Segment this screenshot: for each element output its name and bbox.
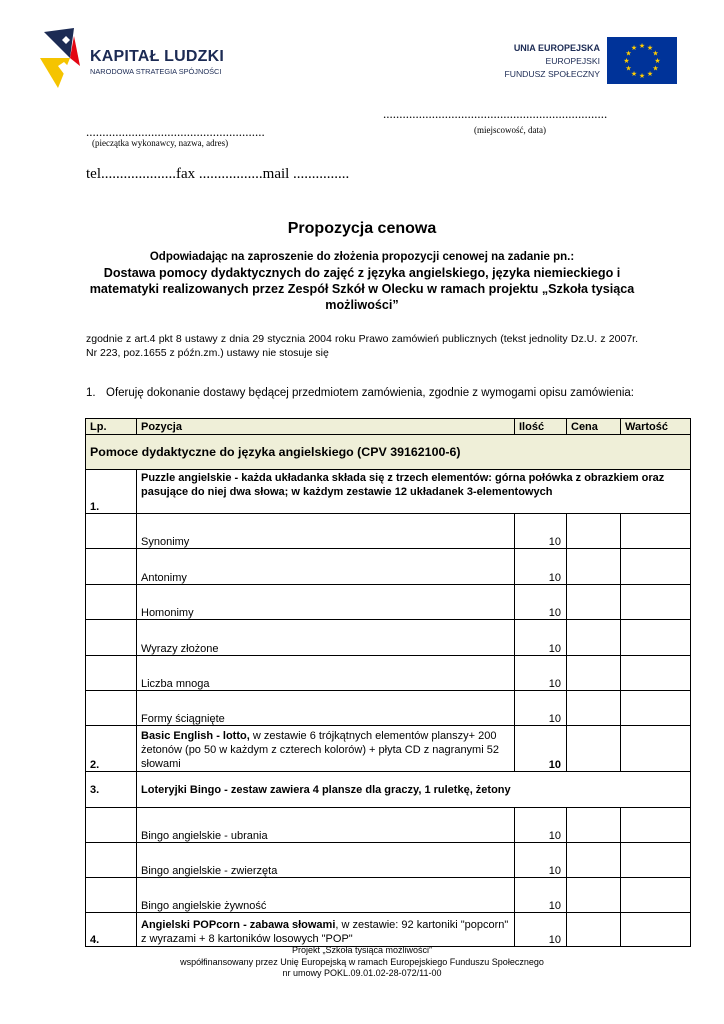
place-date-label: (miejscowość, data)	[474, 125, 546, 135]
item-description-rest: w zestawie 6 trójkątnych elementów planszy+ 200 żetonów (po 50 w każdym z czterech kolorów) + płyta CD z nagranymi 52 słowami	[141, 730, 499, 770]
item-lp	[86, 585, 137, 620]
item-lp	[86, 808, 137, 843]
item-price[interactable]	[567, 691, 621, 726]
stamp-label: (pieczątka wykonawcy, nazwa, adres)	[92, 138, 229, 148]
logo-subtitle: NARODOWA STRATEGIA SPÓJNOŚCI	[90, 67, 222, 76]
item-price[interactable]	[567, 656, 621, 691]
item-lp	[86, 878, 137, 913]
item-value[interactable]	[621, 843, 691, 878]
item-qty: 10	[515, 808, 567, 843]
item-lp	[86, 514, 137, 549]
item-value[interactable]	[621, 691, 691, 726]
stamp-dots: .......................................................	[86, 124, 265, 139]
item-price[interactable]	[567, 726, 621, 772]
item-price[interactable]	[567, 843, 621, 878]
item-qty: 10	[515, 514, 567, 549]
item-description	[137, 726, 515, 772]
item-lp: 1.	[86, 470, 137, 514]
item-qty: 10	[515, 549, 567, 585]
header-cena: Cena	[567, 419, 621, 435]
table-row	[86, 549, 691, 585]
legal-basis: zgodnie z art.4 pkt 8 ustawy z dnia 29 stycznia 2004 roku Prawo zamówień publicznych (tekst jednolity Dz.U. z 2007r. Nr 223, poz.1655 z późn.zm.) ustawy nie stosuje się	[86, 333, 638, 359]
item-lp	[86, 691, 137, 726]
item-value[interactable]	[621, 726, 691, 772]
header-pozycja: Pozycja	[137, 419, 515, 435]
item-description-bold: Basic English - lotto,	[141, 730, 250, 742]
svg-text:★: ★	[630, 70, 638, 78]
item-description: Puzzle angielskie - każda układanka składa się z trzech elementów: górna połówka z obrazkiem oraz pasujące do niej dwa słowa; w każdym zestawie 12 układanek 3-elementowych	[137, 470, 691, 514]
eu-logo-text	[470, 42, 600, 81]
table-row	[86, 656, 691, 691]
svg-text:★: ★	[623, 57, 630, 65]
svg-text:★: ★	[630, 44, 638, 52]
item-name: Synonimy	[137, 514, 515, 549]
table-row	[86, 726, 691, 772]
table-row	[86, 470, 691, 514]
item-value[interactable]	[621, 514, 691, 549]
svg-text:★: ★	[652, 49, 659, 58]
item-value[interactable]	[621, 620, 691, 656]
eu-flag-icon	[607, 37, 677, 84]
table-row	[86, 878, 691, 913]
item-lp: 3.	[86, 772, 137, 808]
item-lp: 4.	[86, 913, 137, 947]
svg-text:★: ★	[646, 44, 654, 52]
table-row	[86, 772, 691, 808]
table-row	[86, 808, 691, 843]
footer-line-2: współfinansowany przez Unię Europejską w ramach Europejskiego Funduszu Społecznego	[180, 956, 544, 967]
table-row	[86, 691, 691, 726]
item-name: Bingo angielskie - zwierzęta	[137, 843, 515, 878]
eu-line-3: FUNDUSZ SPOŁECZNY	[504, 69, 600, 79]
item-lp: 2.	[86, 726, 137, 772]
contact-line: tel....................fax .................mail ...............	[86, 166, 350, 182]
item-qty: 10	[515, 843, 567, 878]
table-row	[86, 843, 691, 878]
logo-title: KAPITAŁ LUDZKI	[90, 48, 225, 65]
item-price[interactable]	[567, 878, 621, 913]
section-title: Pomoce dydaktyczne do języka angielskiego (CPV 39162100-6)	[86, 435, 691, 470]
item-price[interactable]	[567, 585, 621, 620]
item-name: Bingo angielskie żywność	[137, 878, 515, 913]
item-lp	[86, 843, 137, 878]
item-value[interactable]	[621, 808, 691, 843]
item-lp	[86, 656, 137, 691]
subject-text: Dostawa pomocy dydaktycznych do zajęć z języka angielskiego, języka niemieckiego i matematyki realizowanych przez Zespół Szkół w Olecku w ramach projektu „Szkoła tysiąca możliwości”	[89, 266, 635, 312]
header-lp: Lp.	[86, 419, 137, 435]
item-price[interactable]	[567, 808, 621, 843]
svg-text:★: ★	[652, 64, 659, 73]
item-qty: 10	[515, 656, 567, 691]
header-wartosc: Wartość	[621, 419, 691, 435]
item-name: Antonimy	[137, 549, 515, 585]
point-1	[86, 386, 638, 401]
item-description-bold: Angielski POPcorn - zabawa słowami	[141, 919, 336, 931]
section-row	[86, 435, 691, 470]
item-value[interactable]	[621, 656, 691, 691]
intro-text: Odpowiadając na zaproszenie do złożenia propozycji cenowej na zadanie pn.:	[149, 251, 575, 263]
item-description	[137, 913, 515, 947]
item-qty: 10	[515, 585, 567, 620]
price-table	[85, 418, 691, 947]
item-price[interactable]	[567, 514, 621, 549]
item-qty: 10	[515, 878, 567, 913]
item-value[interactable]	[621, 549, 691, 585]
svg-text:★: ★	[638, 72, 646, 80]
svg-text:★: ★	[625, 64, 632, 73]
item-lp	[86, 620, 137, 656]
item-value[interactable]	[621, 913, 691, 947]
table-row	[86, 585, 691, 620]
place-date-dots: .....................................................................	[383, 106, 608, 121]
document-title: Propozycja cenowa	[287, 220, 437, 237]
footer-line-3: nr umowy POKL.09.01.02-28-072/11-00	[282, 968, 442, 978]
svg-text:★: ★	[654, 57, 661, 65]
point-1-text: Oferuję dokonanie dostawy będącej przedmiotem zamówienia, zgodnie z wymogami opisu zamówienia:	[106, 387, 634, 399]
table-header-row	[86, 419, 691, 435]
table-row	[86, 913, 691, 947]
item-name: Bingo angielskie - ubrania	[137, 808, 515, 843]
item-price[interactable]	[567, 549, 621, 585]
item-value[interactable]	[621, 585, 691, 620]
item-lp	[86, 549, 137, 585]
table-row	[86, 514, 691, 549]
svg-text:★: ★	[625, 49, 632, 58]
item-value[interactable]	[621, 878, 691, 913]
page-footer	[0, 945, 724, 980]
item-qty: 10	[515, 726, 567, 772]
item-price[interactable]	[567, 620, 621, 656]
point-1-number: 1.	[86, 387, 96, 399]
item-name: Wyrazy złożone	[137, 620, 515, 656]
item-name: Homonimy	[137, 585, 515, 620]
item-price[interactable]	[567, 913, 621, 947]
svg-text:★: ★	[646, 70, 654, 78]
item-qty: 10	[515, 691, 567, 726]
eu-line-1: UNIA EUROPEJSKA	[513, 43, 600, 53]
header-ilosc: Ilość	[515, 419, 567, 435]
item-name: Formy ściągnięte	[137, 691, 515, 726]
item-description-rest: , w zestawie: 92 kartoniki "popcorn" z wyrazami + 8 kartoników losowych "POP"	[141, 919, 509, 945]
item-qty: 10	[515, 620, 567, 656]
eu-line-2: EUROPEJSKI	[545, 56, 600, 66]
svg-text:★: ★	[638, 42, 646, 50]
table-row	[86, 620, 691, 656]
item-description: Loteryjki Bingo - zestaw zawiera 4 plansze dla graczy, 1 ruletkę, żetony	[137, 772, 691, 808]
footer-line-1: Projekt „Szkoła tysiąca możliwości”	[291, 945, 433, 955]
item-name: Liczba mnoga	[137, 656, 515, 691]
item-qty: 10	[515, 913, 567, 947]
